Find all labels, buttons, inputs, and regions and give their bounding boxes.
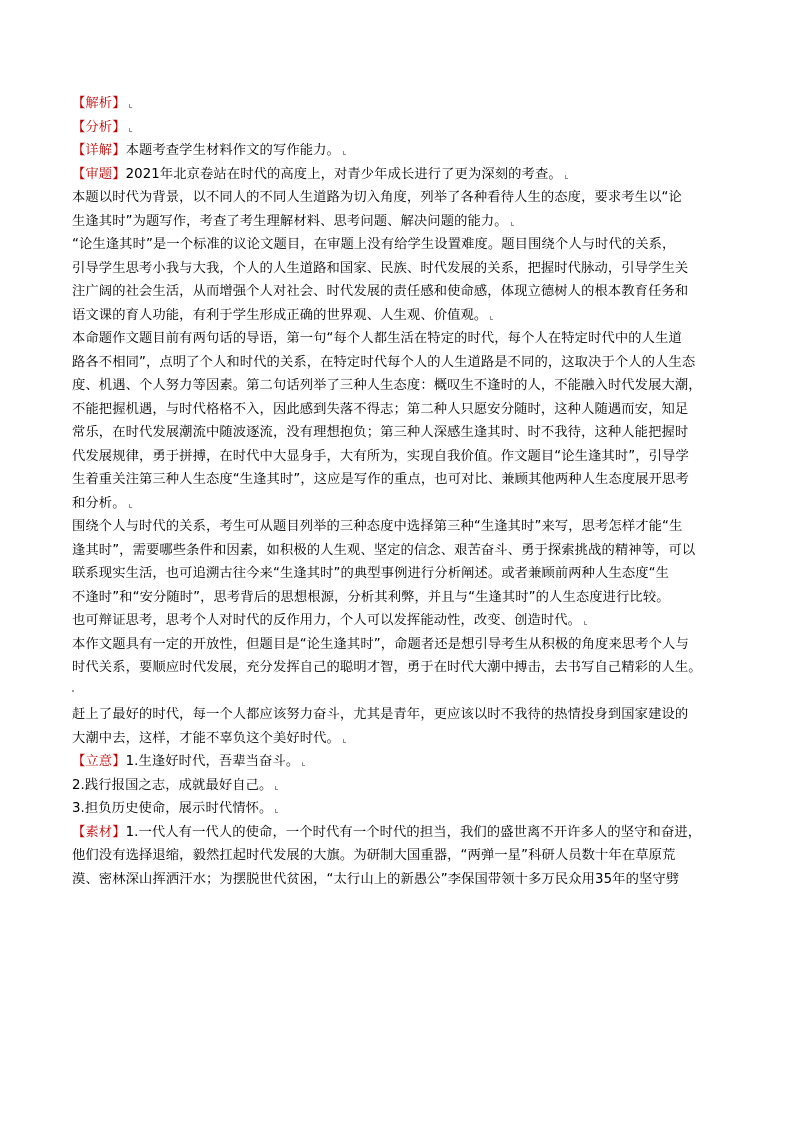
- paragraph-5: [72, 633, 752, 680]
- section-tag: 【立意】: [72, 754, 126, 769]
- text-line: “论生逢其时”是一个标准的议论文题目，在审题上没有给学生设置难度。题目围绕个人与时代的关系，: [72, 237, 676, 252]
- paragraph-3: [72, 327, 752, 515]
- section-tag: 【素材】: [72, 824, 126, 840]
- paragraph-6: [72, 703, 752, 750]
- text-span: 2.践行报国之志，成就最好自己。: [72, 777, 273, 793]
- text-line: 时代关系，要顺应时代发展，充分发挥自己的聪明才智，勇于在时代大潮中搏击，去书写自己精彩的人生。: [72, 660, 702, 675]
- text-line: 逢其时”，需要哪些条件和因素，如积极的人生观、坚定的信念、艰苦奋斗、勇于探索挑战的精神等，可以: [72, 542, 696, 558]
- text-line: [72, 609, 752, 633]
- text-span: 和分析。: [72, 495, 126, 511]
- text-line: 常乐，在时代发展潮流中随波逐流，没有理想抱负；第三种人深感生逢其时、时不我待，这种人能把握时: [72, 425, 689, 440]
- empty-paragraph-mark-icon: [72, 690, 74, 692]
- text-line: [72, 727, 752, 751]
- paragraph-mark-icon: [511, 222, 515, 226]
- section-tag: 【分析】: [72, 119, 126, 135]
- paragraph-1: [72, 186, 752, 233]
- text-line: 度、机遇、个人努力等因素。第二句话列举了三种人生态度：概叹生不逢时的人，不能融入时代发展大潮，: [72, 378, 702, 393]
- text-span: 大潮中去，这样，才能不辜负这个美好时代。: [72, 730, 340, 746]
- text-line: 本命题作文题目前有两句话的导语，第一句“每个人都生活在特定的时代，每个人在特定时代中的人生道: [72, 331, 682, 346]
- text-line: 赶上了最好的时代，每一个人都应该努力奋斗，尤其是青年，更应该以时不我待的热情投身到国家建设的: [72, 707, 689, 722]
- paragraph-mark-icon: [343, 151, 347, 155]
- text-line: 围绕个人与时代的关系，考生可从题目列举的三种态度中选择第三种“生逢其时”来写，思考怎样才能“生: [72, 519, 683, 534]
- text-line: [72, 304, 752, 328]
- text-line: 本作文题具有一定的开放性，但题目是“论生逢其时”，命题者还是想引导考生从积极的角度来思考个人与: [72, 636, 689, 652]
- section-shenti: [72, 163, 752, 187]
- text-line: 他们没有选择退缩，毅然扛起时代发展的大旗。为研制大国重器，“两弹一星”科研人员数十年在草原荒: [72, 848, 676, 863]
- text-line: [72, 492, 752, 516]
- paragraph-mark-icon: [565, 175, 569, 179]
- text-span: 语文课的育人功能，有利于学生形成正确的世界观、人生观、价值观。: [72, 307, 488, 323]
- liyi-item: [72, 797, 752, 821]
- paragraph-mark-icon: [129, 128, 133, 132]
- section-tag: 【详解】: [72, 143, 126, 158]
- text-line: 不逢时”和“安分随时”，思考背后的思想根源，分析其利弊，并且与“生逢其时”的人生态度进行比较。: [72, 589, 670, 605]
- section-jiexi: [72, 92, 752, 116]
- paragraph-mark-icon: [343, 739, 347, 743]
- text-line: 不能把握机遇，与时代格格不入，因此感到失落不得志；第二种人只愿安分随时，这种人随遇而安，知足: [72, 401, 689, 417]
- paragraph-mark-icon: [129, 504, 133, 508]
- paragraph-mark-icon: [129, 104, 133, 108]
- paragraph-mark-icon: [275, 786, 279, 790]
- text-span: 3.担负历史使命，展示时代情怀。: [72, 801, 273, 816]
- text-line: 代发展规律，勇于拼搏，在时代中大显身手，大有所为，实现自我价值。作文题目“论生逢其时”，引导学: [72, 448, 689, 464]
- text-line: 引导学生思考小我与大我，个人的人生道路和国家、民族、时代发展的关系，把握时代脉动，引导学生关: [72, 260, 689, 276]
- section-text: 2021年北京卷站在时代的高度上，对青少年成长进行了更为深刻的考查。: [125, 166, 562, 182]
- text-line: 生着重关注第三种人生态度“生逢其时”，这应是写作的重点，也可对比、兼顾其他两种人生态度展开思考: [72, 472, 689, 487]
- text-line: 注广阔的社会生活，从而增强个人对社会、时代发展的责任感和使命感，体现立德树人的根本教育任务和: [72, 284, 689, 299]
- empty-paragraph: [72, 680, 752, 704]
- paragraph-mark-icon: [302, 762, 306, 766]
- section-text: 1.生逢好时代，吾辈当奋斗。: [125, 754, 300, 769]
- text-span: 也可辩证思考，思考个人对时代的反作用力，个人可以发挥能动性，改变、创造时代。: [72, 613, 582, 628]
- section-text: 1.一代人有一代人的使命，一个时代有一个时代的担当，我们的盛世离不开许多人的坚守和奋进，: [125, 824, 702, 840]
- section-xiangjie: [72, 139, 752, 163]
- section-liyi: [72, 750, 752, 774]
- text-line: 联系现实生活，也可追溯古往今来“生逢其时”的典型事例进行分析阐述。或者兼顾前两种人生态度“生: [72, 566, 670, 581]
- paragraph-mark-icon: [584, 621, 588, 625]
- paragraph-mark-icon: [275, 809, 279, 813]
- paragraph-mark-icon: [490, 316, 494, 320]
- liyi-item: [72, 774, 752, 798]
- paragraph-4: [72, 515, 752, 633]
- document-page: [72, 92, 752, 891]
- section-fenxi: [72, 116, 752, 140]
- text-line: 路各不相同”，点明了个人和时代的关系，在特定时代每个人的人生道路是不同的，这取决于个人的人生态: [72, 354, 696, 370]
- text-line: 本题以时代为背景，以不同人的不同人生道路为切入角度，列举了各种看待人生的态度，要求考生以“论: [72, 190, 682, 205]
- paragraph-2: [72, 233, 752, 327]
- text-span: 生逢其时”为题写作，考查了考生理解材料、思考问题、解决问题的能力。: [72, 213, 508, 229]
- section-sucai: [72, 821, 752, 845]
- section-tag: 【审题】: [72, 166, 126, 182]
- text-line: [72, 210, 752, 234]
- section-text: 本题考查学生材料作文的写作能力。: [125, 143, 340, 158]
- text-line: 漠、密林深山挥洒汗水；为摆脱世代贫困，“太行山上的新愚公”李保国带领十多万民众用35年的坚守劈: [72, 871, 680, 887]
- section-tag: 【解析】: [72, 96, 126, 111]
